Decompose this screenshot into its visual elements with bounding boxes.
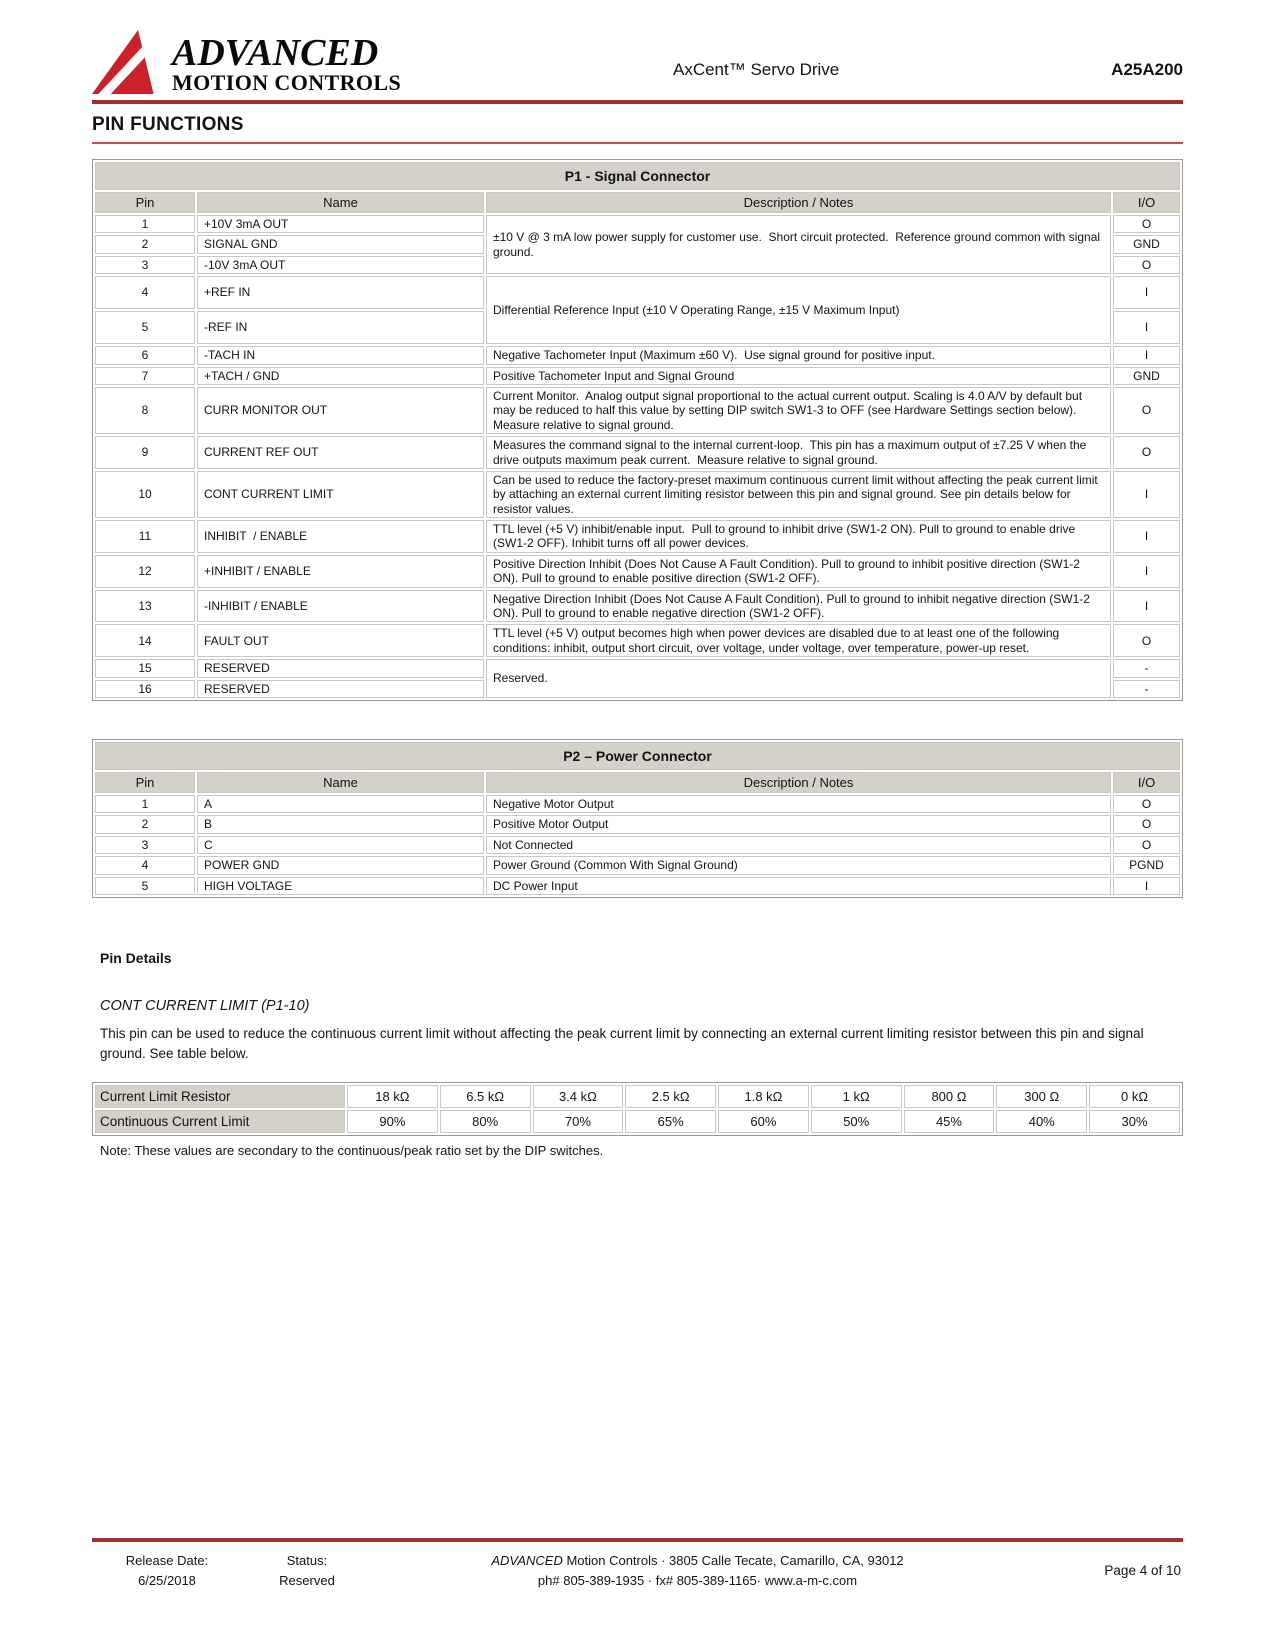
col-header-description: Description / Notes bbox=[486, 192, 1111, 213]
table-row bbox=[95, 590, 1180, 623]
pin-cell: 11 bbox=[95, 520, 195, 553]
desc-cell: Negative Motor Output bbox=[486, 795, 1111, 813]
cont-current-limit-subheading: CONT CURRENT LIMIT (P1-10) bbox=[100, 997, 310, 1014]
desc-cell: Positive Motor Output bbox=[486, 815, 1111, 833]
desc-cell: DC Power Input bbox=[486, 877, 1111, 895]
pin-cell: 3 bbox=[95, 836, 195, 854]
pin-cell: 7 bbox=[95, 367, 195, 385]
io-cell: O bbox=[1113, 256, 1180, 274]
part-number: A25A200 bbox=[1111, 60, 1183, 79]
footer-content bbox=[92, 1551, 1183, 1591]
release-date-block bbox=[92, 1551, 242, 1591]
resistor-value: 2.5 kΩ bbox=[625, 1085, 716, 1108]
table-row bbox=[95, 624, 1180, 657]
name-cell: FAULT OUT bbox=[197, 624, 484, 657]
resistor-value: 6.5 kΩ bbox=[440, 1085, 531, 1108]
p2-table-title: P2 – Power Connector bbox=[95, 742, 1180, 770]
table-row bbox=[95, 346, 1180, 364]
table-row bbox=[95, 555, 1180, 588]
name-cell: -TACH IN bbox=[197, 346, 484, 364]
limit-value: 65% bbox=[625, 1110, 716, 1133]
table-row bbox=[95, 387, 1180, 434]
company-address: Motion Controls · 3805 Calle Tecate, Camarillo, CA, 93012 bbox=[562, 1553, 904, 1568]
p2-title-row bbox=[95, 742, 1180, 770]
p1-signal-connector-table bbox=[92, 159, 1183, 701]
pin-cell: 5 bbox=[95, 311, 195, 344]
table-note: Note: These values are secondary to the continuous/peak ratio set by the DIP switches. bbox=[100, 1143, 604, 1159]
io-cell: O bbox=[1113, 795, 1180, 813]
io-cell: GND bbox=[1113, 367, 1180, 385]
resistor-value: 300 Ω bbox=[996, 1085, 1087, 1108]
pin-cell: 5 bbox=[95, 877, 195, 895]
limit-value: 45% bbox=[904, 1110, 995, 1133]
limit-value: 80% bbox=[440, 1110, 531, 1133]
name-cell: POWER GND bbox=[197, 856, 484, 874]
table-row bbox=[95, 1085, 1180, 1108]
resistor-value: 1 kΩ bbox=[811, 1085, 902, 1108]
table-row bbox=[95, 795, 1180, 813]
p1-table-title: P1 - Signal Connector bbox=[95, 162, 1180, 190]
amc-logo-triangle-icon bbox=[92, 30, 170, 94]
desc-cell: TTL level (+5 V) inhibit/enable input. Pull to ground to inhibit drive (SW1-2 ON). Pull to ground to enable drive (SW1-2 OFF). Inhibit turns off all power devices. bbox=[486, 520, 1111, 553]
col-header-pin: Pin bbox=[95, 772, 195, 793]
table-row bbox=[95, 367, 1180, 385]
pin-cell: 12 bbox=[95, 555, 195, 588]
io-cell: O bbox=[1113, 215, 1180, 233]
name-cell: +TACH / GND bbox=[197, 367, 484, 385]
desc-cell: Reserved. bbox=[486, 659, 1111, 698]
pin-cell: 8 bbox=[95, 387, 195, 434]
p2-power-connector-table bbox=[92, 739, 1183, 898]
desc-cell: TTL level (+5 V) output becomes high when power devices are disabled due to at least one of the following conditions: inhibit, output short circuit, over voltage, under voltage, over temperature, power-up reset. bbox=[486, 624, 1111, 657]
name-cell: RESERVED bbox=[197, 680, 484, 698]
amc-logo bbox=[92, 30, 401, 94]
table-row bbox=[95, 436, 1180, 469]
col-header-io: I/O bbox=[1113, 772, 1180, 793]
col-header-name: Name bbox=[197, 192, 484, 213]
release-date-label: Release Date: bbox=[125, 1553, 209, 1568]
logo-line1: ADVANCED bbox=[172, 31, 379, 74]
p2-column-header-row bbox=[95, 772, 1180, 793]
name-cell: -REF IN bbox=[197, 311, 484, 344]
io-cell: O bbox=[1113, 815, 1180, 833]
amc-logo-text bbox=[172, 31, 402, 95]
io-cell: I bbox=[1113, 590, 1180, 623]
desc-cell: Differential Reference Input (±10 V Operating Range, ±15 V Maximum Input) bbox=[486, 276, 1111, 344]
name-cell: CURRENT REF OUT bbox=[197, 436, 484, 469]
name-cell: C bbox=[197, 836, 484, 854]
col-header-name: Name bbox=[197, 772, 484, 793]
col-header-io: I/O bbox=[1113, 192, 1180, 213]
page-number: Page 4 of 10 bbox=[1104, 1562, 1181, 1578]
pin-cell: 2 bbox=[95, 235, 195, 253]
limit-value: 60% bbox=[718, 1110, 809, 1133]
table-row bbox=[95, 659, 1180, 677]
name-cell: CONT CURRENT LIMIT bbox=[197, 471, 484, 518]
pin-cell: 9 bbox=[95, 436, 195, 469]
name-cell: +REF IN bbox=[197, 276, 484, 309]
table-row bbox=[95, 877, 1180, 895]
pin-cell: 2 bbox=[95, 815, 195, 833]
header-rule bbox=[92, 100, 1183, 104]
io-cell: O bbox=[1113, 624, 1180, 657]
resistor-value: 3.4 kΩ bbox=[533, 1085, 624, 1108]
doc-title: AxCent™ Servo Drive bbox=[672, 60, 840, 79]
company-name: ADVANCED bbox=[491, 1553, 563, 1568]
table-row bbox=[95, 815, 1180, 833]
desc-cell: Positive Direction Inhibit (Does Not Cause A Fault Condition). Pull to ground to inhibit positive direction (SW1-2 ON). Pull to ground to enable positive direction (SW1-2 OFF). bbox=[486, 555, 1111, 588]
pin-cell: 1 bbox=[95, 215, 195, 233]
col-header-pin: Pin bbox=[95, 192, 195, 213]
table-row bbox=[95, 520, 1180, 553]
io-cell: GND bbox=[1113, 235, 1180, 253]
desc-cell: Power Ground (Common With Signal Ground) bbox=[486, 856, 1111, 874]
io-cell: - bbox=[1113, 659, 1180, 677]
limit-value: 90% bbox=[347, 1110, 438, 1133]
pin-cell: 4 bbox=[95, 276, 195, 309]
status-value: Reserved bbox=[279, 1573, 335, 1589]
pin-cell: 15 bbox=[95, 659, 195, 677]
current-limit-resistor-table bbox=[92, 1082, 1183, 1136]
io-cell: O bbox=[1113, 836, 1180, 854]
resistor-value: 18 kΩ bbox=[347, 1085, 438, 1108]
resistor-row-label: Current Limit Resistor bbox=[95, 1085, 345, 1108]
pin-cell: 13 bbox=[95, 590, 195, 623]
name-cell: -INHIBIT / ENABLE bbox=[197, 590, 484, 623]
limit-value: 30% bbox=[1089, 1110, 1180, 1133]
name-cell: B bbox=[197, 815, 484, 833]
desc-cell: Measures the command signal to the internal current-loop. This pin has a maximum output of ±7.25 V when the drive outputs maximum peak current. Measure relative to signal ground. bbox=[486, 436, 1111, 469]
io-cell: I bbox=[1113, 555, 1180, 588]
pin-cell: 16 bbox=[95, 680, 195, 698]
desc-cell: Negative Tachometer Input (Maximum ±60 V). Use signal ground for positive input. bbox=[486, 346, 1111, 364]
table-row bbox=[95, 215, 1180, 233]
desc-cell: ±10 V @ 3 mA low power supply for customer use. Short circuit protected. Reference ground common with signal ground. bbox=[486, 215, 1111, 274]
io-cell: O bbox=[1113, 436, 1180, 469]
p1-column-header-row bbox=[95, 192, 1180, 213]
io-cell: - bbox=[1113, 680, 1180, 698]
io-cell: I bbox=[1113, 346, 1180, 364]
release-date-value: 6/25/2018 bbox=[138, 1573, 196, 1589]
limit-value: 50% bbox=[811, 1110, 902, 1133]
table-row bbox=[95, 471, 1180, 518]
page-heading: PIN FUNCTIONS bbox=[92, 114, 244, 135]
resistor-value: 1.8 kΩ bbox=[718, 1085, 809, 1108]
name-cell: INHIBIT / ENABLE bbox=[197, 520, 484, 553]
logo-line2: MOTION CONTROLS bbox=[172, 69, 402, 95]
table-row bbox=[95, 1110, 1180, 1133]
name-cell: +10V 3mA OUT bbox=[197, 215, 484, 233]
desc-cell: Positive Tachometer Input and Signal Ground bbox=[486, 367, 1111, 385]
io-cell: I bbox=[1113, 471, 1180, 518]
table-row bbox=[95, 856, 1180, 874]
pin-details-paragraph: This pin can be used to reduce the continuous current limit without affecting the peak current limit by connecting an external current limiting resistor between this pin and signal ground. See table below. bbox=[100, 1025, 1148, 1062]
footer-rule bbox=[92, 1538, 1183, 1542]
limit-value: 70% bbox=[533, 1110, 624, 1133]
table-row bbox=[95, 836, 1180, 854]
pin-cell: 14 bbox=[95, 624, 195, 657]
io-cell: PGND bbox=[1113, 856, 1180, 874]
p1-title-row bbox=[95, 162, 1180, 190]
resistor-value: 800 Ω bbox=[904, 1085, 995, 1108]
company-block bbox=[372, 1551, 1023, 1591]
name-cell: SIGNAL GND bbox=[197, 235, 484, 253]
table-row bbox=[95, 276, 1180, 309]
io-cell: I bbox=[1113, 276, 1180, 309]
name-cell: +INHIBIT / ENABLE bbox=[197, 555, 484, 588]
io-cell: O bbox=[1113, 387, 1180, 434]
status-block bbox=[242, 1551, 372, 1591]
doc-header bbox=[92, 30, 1183, 94]
pin-cell: 10 bbox=[95, 471, 195, 518]
io-cell: I bbox=[1113, 877, 1180, 895]
col-header-description: Description / Notes bbox=[486, 772, 1111, 793]
doc-footer bbox=[92, 1538, 1183, 1591]
pin-cell: 4 bbox=[95, 856, 195, 874]
name-cell: -10V 3mA OUT bbox=[197, 256, 484, 274]
amc-logo-slash bbox=[96, 26, 168, 102]
limit-value: 40% bbox=[996, 1110, 1087, 1133]
resistor-value: 0 kΩ bbox=[1089, 1085, 1180, 1108]
name-cell: CURR MONITOR OUT bbox=[197, 387, 484, 434]
desc-cell: Current Monitor. Analog output signal proportional to the actual current output. Scaling is 4.0 A/V by default but may be reduced to half this value by setting DIP switch SW1-3 to OFF (see Hardware Settings section below). Measure relative to signal ground. bbox=[486, 387, 1111, 434]
pin-cell: 1 bbox=[95, 795, 195, 813]
pin-cell: 6 bbox=[95, 346, 195, 364]
company-contact-line: ph# 805-389-1935 · fx# 805-389-1165· www.a-m-c.com bbox=[537, 1573, 858, 1589]
name-cell: HIGH VOLTAGE bbox=[197, 877, 484, 895]
page-content bbox=[92, 0, 1183, 1158]
io-cell: I bbox=[1113, 311, 1180, 344]
name-cell: RESERVED bbox=[197, 659, 484, 677]
io-cell: I bbox=[1113, 520, 1180, 553]
desc-cell: Negative Direction Inhibit (Does Not Cause A Fault Condition). Pull to ground to inhibit negative direction (SW1-2 ON). Pull to ground to enable negative direction (SW1-2 OFF). bbox=[486, 590, 1111, 623]
desc-cell: Not Connected bbox=[486, 836, 1111, 854]
heading-rule bbox=[92, 142, 1183, 144]
pin-cell: 3 bbox=[95, 256, 195, 274]
desc-cell: Can be used to reduce the factory-preset maximum continuous current limit without affecting the peak current limit by attaching an external current limiting resistor between this pin and signal ground. See pin details below for resistor values. bbox=[486, 471, 1111, 518]
company-address-line bbox=[372, 1551, 1023, 1571]
status-label: Status: bbox=[286, 1553, 328, 1568]
name-cell: A bbox=[197, 795, 484, 813]
pin-details-heading: Pin Details bbox=[100, 949, 172, 966]
limit-row-label: Continuous Current Limit bbox=[95, 1110, 345, 1133]
